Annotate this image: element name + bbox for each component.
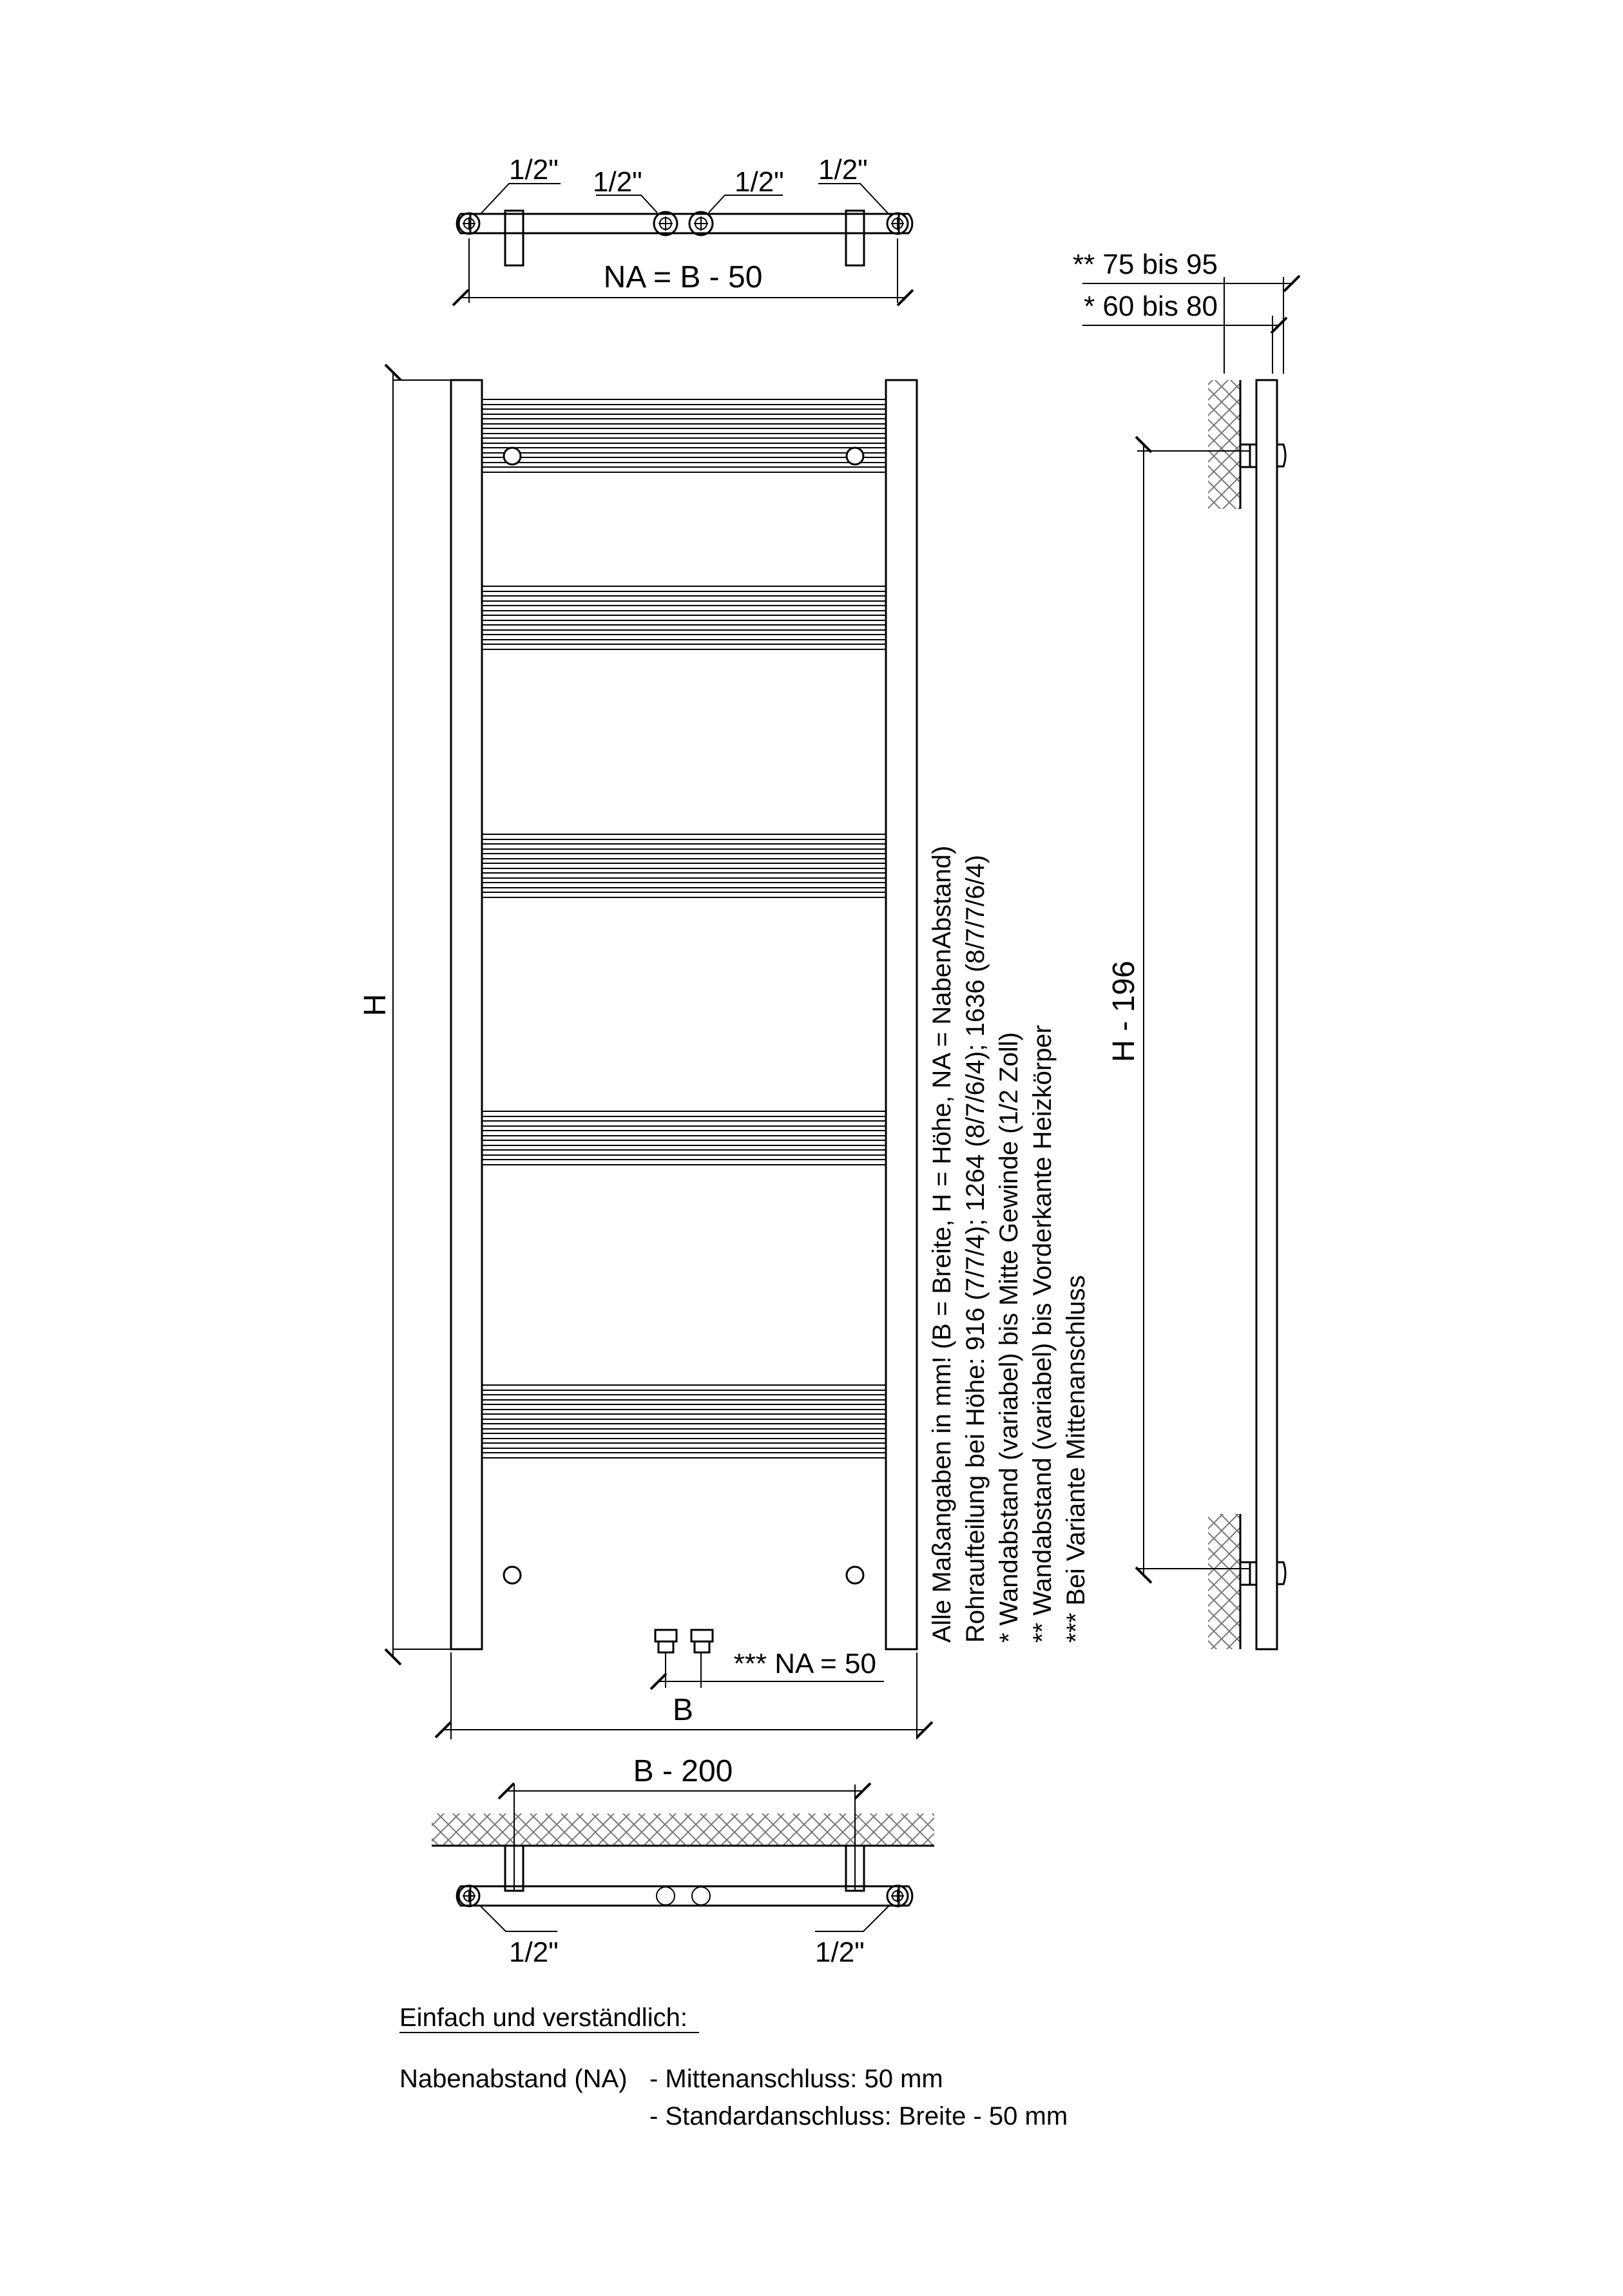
h196-dimension-label: H - 196: [1107, 961, 1141, 1062]
top-bracket-left: [505, 211, 523, 265]
h-dimension-label: H: [358, 993, 392, 1017]
wall-hatch-top: [1208, 380, 1240, 509]
side-bracket-bottom: [1240, 1562, 1256, 1585]
top-label-1: 1/2": [509, 154, 559, 186]
bottom-connection-right: [887, 1886, 908, 1906]
leader-3: [709, 195, 783, 213]
center-na-extension: [666, 1652, 701, 1688]
left-upright: [451, 380, 482, 1649]
bottom-wall-hatch: [432, 1813, 934, 1846]
center-connection-valves: [655, 1630, 713, 1652]
note-1: Alle Maßangaben in mm! (B = Breite, H = Höhe, NA = NabenAbstand): [928, 845, 956, 1643]
bottom-connection-left: [459, 1886, 479, 1906]
center-na-label: *** NA = 50: [733, 1648, 876, 1679]
wall-hatch-bottom: [1208, 1514, 1240, 1649]
bottom-view-bar: [470, 1886, 899, 1906]
mount-hole-top-left: [504, 448, 521, 464]
depth-max-label: ** 75 bis 95: [1072, 249, 1218, 280]
side-view: [1073, 249, 1292, 1649]
footer-line-1: - Mittenanschluss: 50 mm: [649, 2065, 943, 2093]
bottom-label-right: 1/2": [815, 1937, 865, 1968]
na-dimension-label: NA = B - 50: [603, 260, 763, 294]
front-view: [358, 372, 925, 1739]
h196-extension-lines: [1137, 451, 1250, 1569]
bottom-view: [432, 1754, 934, 1968]
bottom-label-left: 1/2": [509, 1937, 559, 1968]
top-connection-center-right: [689, 212, 713, 235]
notes-block: [928, 846, 1090, 1643]
top-bracket-right: [846, 211, 864, 265]
b200-dimension-label: B - 200: [633, 1754, 733, 1788]
top-view: [457, 154, 912, 303]
top-connection-center-left: [654, 212, 677, 235]
b-dimension-label: B: [672, 1693, 694, 1727]
mount-hole-bottom-left: [504, 1567, 521, 1583]
top-connection-right: [887, 213, 908, 234]
top-view-bar: [470, 214, 899, 233]
footer-heading: Einfach und verständlich:: [399, 2004, 687, 2032]
note-3: * Wandabstand (variabel) bis Mitte Gewinde (1/2 Zoll): [995, 1032, 1023, 1643]
h-extension-lines: [393, 380, 451, 1649]
radiator-side-profile: [1256, 380, 1277, 1649]
note-2: Rohraufteilung bei Höhe: 916 (7/7/4); 1264 (8/7/6/4); 1636 (8/7/7/6/4): [961, 854, 990, 1643]
footer-term: Nabenabstand (NA): [399, 2065, 628, 2093]
footer: [399, 2004, 1068, 2130]
bottom-leader-left: [480, 1906, 557, 1931]
leader-2: [596, 195, 657, 213]
top-label-2: 1/2": [593, 166, 642, 198]
top-label-4: 1/2": [818, 154, 868, 186]
bottom-center-circle-right: [692, 1887, 710, 1905]
bottom-center-circle-left: [657, 1887, 675, 1905]
side-connection-top: [1277, 445, 1285, 466]
top-connection-left: [459, 213, 479, 234]
side-bracket-top: [1240, 445, 1256, 467]
rungs: [482, 399, 886, 1458]
footer-line-2: - Standardanschluss: Breite - 50 mm: [649, 2102, 1068, 2130]
depth-min-label: * 60 bis 80: [1084, 291, 1218, 322]
note-5: *** Bei Variante Mittenanschluss: [1062, 1275, 1090, 1643]
side-connection-bottom: [1277, 1562, 1285, 1584]
top-label-3: 1/2": [735, 166, 784, 198]
mount-hole-bottom-right: [847, 1567, 863, 1583]
note-4: ** Wandabstand (variabel) bis Vorderkante Heizkörper: [1028, 1024, 1057, 1643]
bottom-leader-right: [815, 1906, 889, 1931]
right-upright: [886, 380, 917, 1649]
mount-hole-top-right: [847, 448, 863, 464]
